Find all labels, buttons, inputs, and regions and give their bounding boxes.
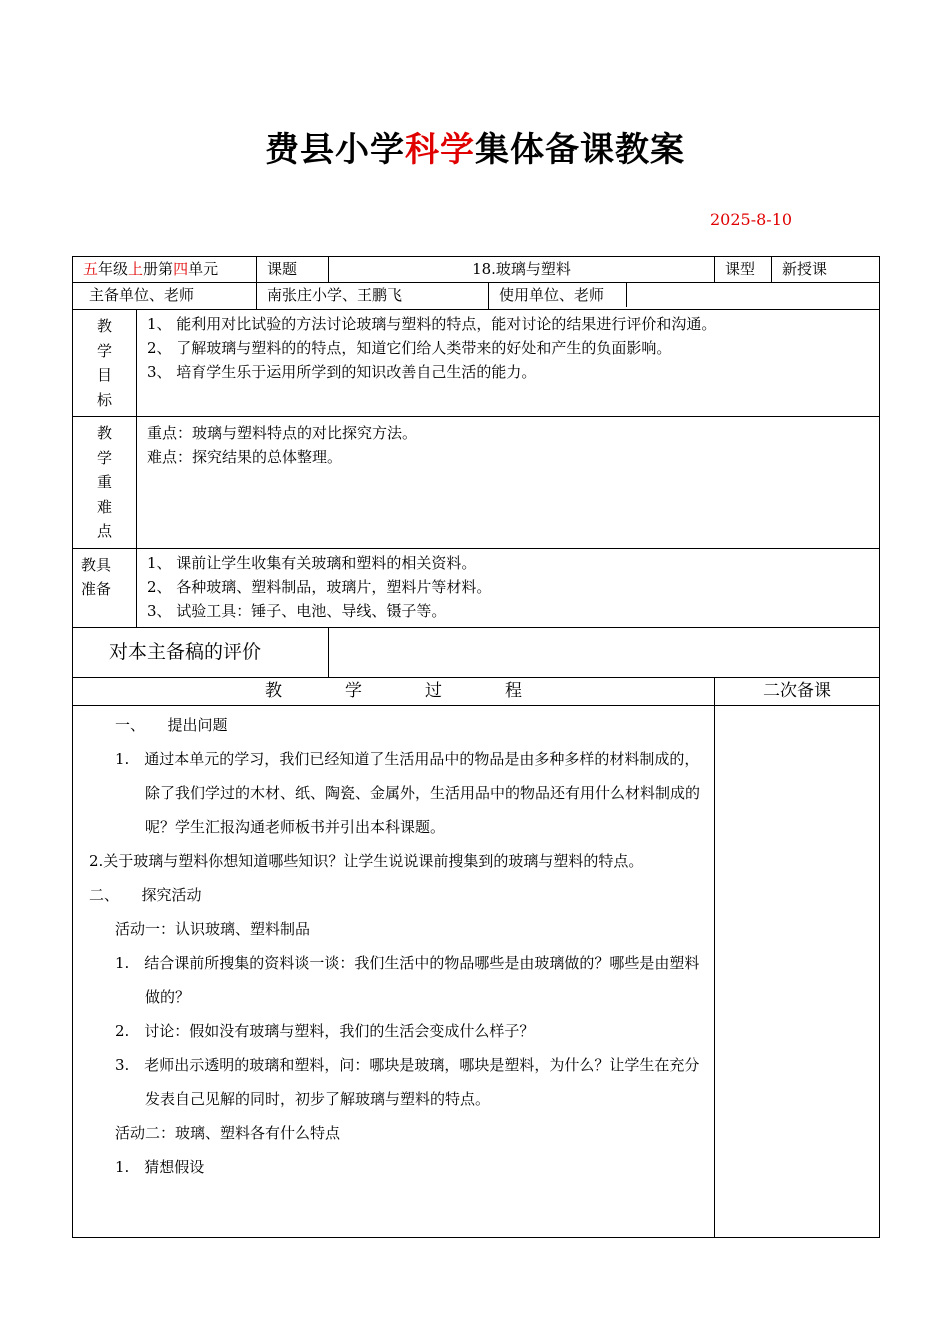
- keypoints-label: 教 学 重 难 点: [73, 417, 137, 549]
- type-label: 课型: [715, 257, 772, 283]
- type-value: 新授课: [772, 257, 880, 283]
- objective-item: 1、 能利用对比试验的方法讨论玻璃与塑料的特点，能对讨论的结果进行评价和沟通。: [147, 315, 717, 333]
- evaluation-value: [329, 627, 880, 677]
- tools-label: 教具 准备: [73, 548, 137, 627]
- objectives-row: [73, 310, 880, 417]
- lesson-label: 课题: [257, 257, 329, 283]
- date: 2025-8-10: [710, 210, 793, 229]
- process-header: 教 学 过 程: [73, 677, 715, 705]
- process-content: [73, 705, 715, 1237]
- objective-item: 3、 培育学生乐于运用所学到的知识改善自己生活的能力。: [147, 363, 537, 381]
- keypoints-content: [137, 417, 880, 549]
- tools-content: [137, 548, 880, 627]
- second-prep-header: 二次备课: [715, 677, 880, 705]
- title-subject: 科学: [405, 130, 475, 170]
- process-header-row: [73, 677, 880, 705]
- section-heading: 二、 探究活动: [89, 885, 202, 904]
- page-title: [0, 122, 950, 171]
- lesson-plan-table: [72, 256, 880, 1238]
- objectives-label: 教 学 目 标: [73, 310, 137, 417]
- use-unit-value: [627, 283, 879, 307]
- lesson-value: 18.玻璃与塑料: [329, 257, 715, 283]
- process-row: [73, 705, 880, 1237]
- process-item: 3. 老师出示透明的玻璃和塑料，问：哪块是玻璃，哪块是塑料，为什么？让学生在充分发表自己见解的同时，初步了解玻璃与塑料的特点。: [115, 1055, 700, 1108]
- keypoint-item: 重点：玻璃与塑料特点的对比探究方法。: [147, 424, 418, 442]
- process-item: 2.关于玻璃与塑料你想知道哪些知识？让学生说说课前搜集到的玻璃与塑料的特点。: [89, 851, 644, 870]
- process-item: 2. 讨论：假如没有玻璃与塑料，我们的生活会变成什么样子？: [115, 1021, 535, 1040]
- tools-row: [73, 548, 880, 627]
- tool-item: 3、 试验工具：锤子、电池、导线、镊子等。: [147, 601, 447, 620]
- process-item: 1. 通过本单元的学习，我们已经知道了生活用品中的物品是由多种多样的材料制成的，除了我们学过的木材、纸、陶瓷、金属外，生活用品中的物品还有用什么材料制成的呢？学生汇报沟通老师板书并引出本科课题。: [115, 749, 701, 836]
- title-part: 集体备课教案: [475, 130, 685, 170]
- activity-heading: 活动二：玻璃、塑料各有什么特点: [115, 1123, 341, 1142]
- second-prep-content: [715, 705, 880, 1237]
- main-unit-label: 主备单位、老师: [73, 283, 257, 310]
- tool-item: 1、 课前让学生收集有关玻璃和塑料的相关资料。: [147, 553, 477, 572]
- evaluation-row: [73, 627, 880, 677]
- info-row-1: [73, 257, 880, 283]
- keypoint-item: 难点：探究结果的总体整理。: [147, 448, 343, 466]
- objective-item: 2、 了解玻璃与塑料的的特点，知道它们给人类带来的好处和产生的负面影响。: [147, 339, 672, 357]
- process-item: 1. 猜想假设: [115, 1157, 205, 1176]
- tool-item: 2、 各种玻璃、塑料制品，玻璃片，塑料片等材料。: [147, 577, 492, 596]
- title-part: 费县小学: [265, 130, 405, 170]
- evaluation-label: 对本主备稿的评价: [73, 627, 329, 677]
- activity-heading: 活动一：认识玻璃、塑料制品: [115, 919, 311, 938]
- main-unit-value: 南张庄小学、王鹏飞: [257, 283, 489, 310]
- grade-unit: 五年级上册第四单元: [73, 257, 257, 283]
- section-heading: 一、 提出问题: [115, 715, 228, 734]
- process-item: 1. 结合课前所搜集的资料谈一谈：我们生活中的物品哪些是由玻璃做的？哪些是由塑料做的？: [115, 953, 700, 1006]
- use-unit-cell: [489, 283, 880, 310]
- objectives-content: [137, 310, 880, 417]
- info-row-2: [73, 283, 880, 310]
- keypoints-row: [73, 417, 880, 549]
- use-unit-label: 使用单位、老师: [489, 283, 627, 307]
